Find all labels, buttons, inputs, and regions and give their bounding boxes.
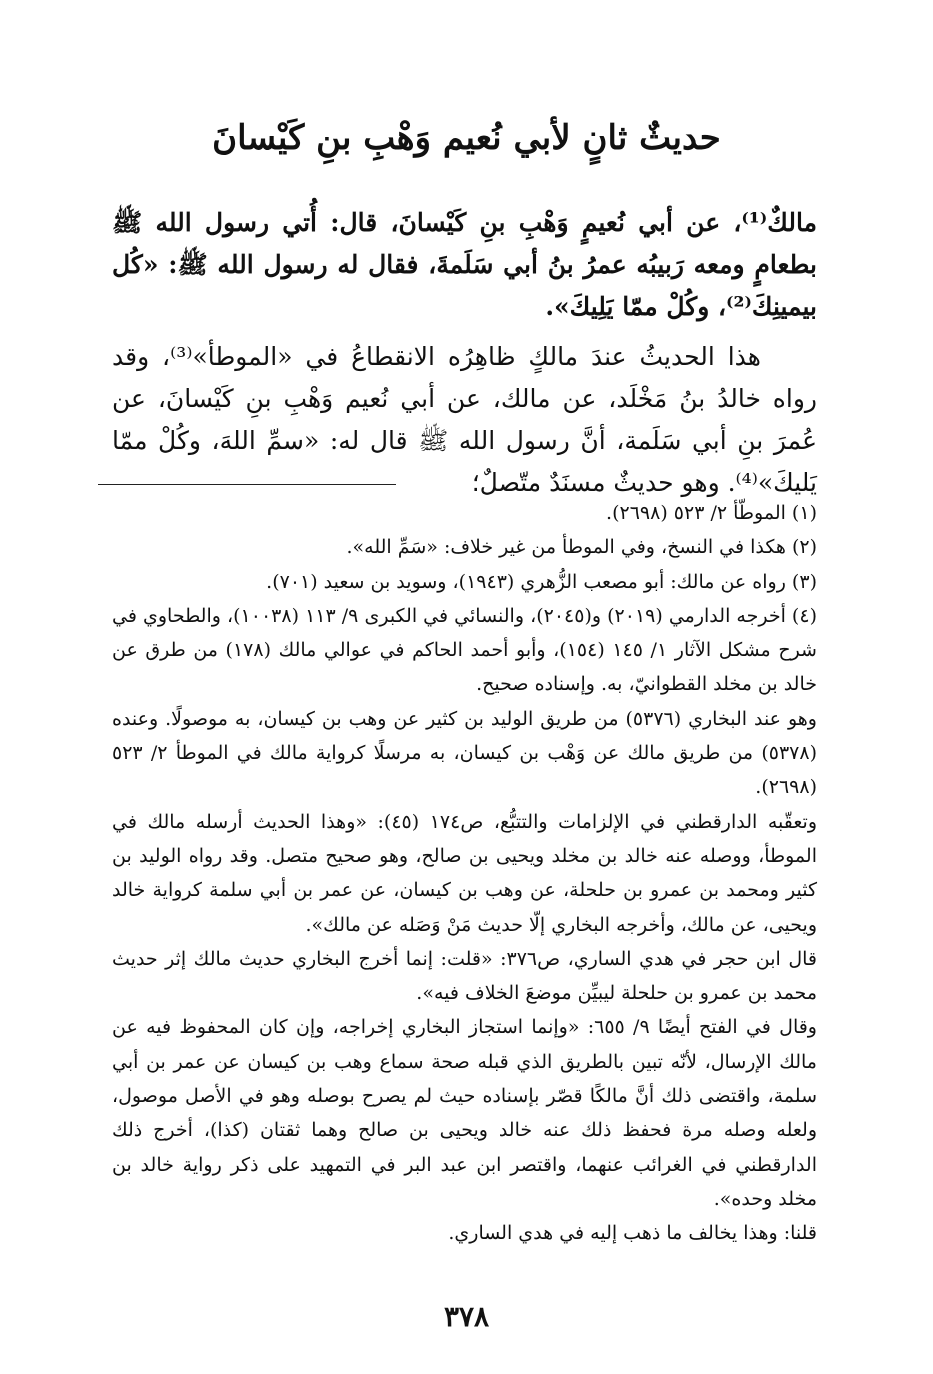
footnote-divider (98, 484, 396, 485)
hadith-text: مالكٌ⁽¹⁾، عن أبي نُعيمٍ وَهْبِ بنِ كَيْسانَ، قال: أُتي رسول الله ﷺ بطعامٍ ومعه رَبيبُه عمرُ بنُ أبي سَلَمةَ، فقال له رسول الله ﷺ: «كُل بيمينِكَ⁽²⁾، وكُلْ ممّا يَلِيكَ». (112, 208, 817, 321)
footnotes (112, 496, 817, 1251)
chapter-title: حديثٌ ثانٍ لأبي نُعيم وَهْبِ بنِ كَيْسانَ (212, 118, 721, 158)
footnote-4-continuation: قلنا: وهذا يخالف ما ذهب إليه في هدي الساري. (448, 1222, 817, 1245)
page-number: ٣٧٨ (443, 1300, 490, 1333)
footnote-4-continuation: وقال في الفتح أيضًا ٩/ ٦٥٥: «وإنما استجاز البخاري إخراجه، وإن كان المحفوظ فيه عن مالك الإرسال، لأنّه تبين بالطريق الذي قبله صحة سماع وهب بن كيسان عن عمر بن أبي سلمة، واقتضى ذلك أنَّ مالكًا قصّر بإسناده حيث لم يصرح بوصله وهو في الأصل موصول، ولعله وصله مرة فحفظ ذلك عنه خالد ويحيى بن صالح وهما ثقتان (كذا)، أخرج ذلك الدارقطني في الغرائب عنهما، واقتصر ابن عبد البر في التمهيد على ذكر رواية خالد بن مخلد وحده». (112, 1016, 817, 1210)
footnote-4: (٤) أخرجه الدارمي (٢٠١٩) و(٢٠٤٥)، والنسائي في الكبرى ٩/ ١١٣ (١٠٠٣٨)، والطحاوي في شرح مشكل الآثار ١/ ١٤٥ (١٥٤)، وأبو أحمد الحاكم في عوالي مالك (١٧٨) من طرق عن خالد بن مخلد القطوانيّ، به. وإسناده صحيح. (112, 604, 817, 696)
main-text (112, 202, 817, 504)
footnote-3: (٣) رواه عن مالك: أبو مصعب الزُّهري (١٩٤٣)، وسويد بن سعيد (٧٠١). (266, 570, 817, 593)
commentary-paragraph: هذا الحديثُ عندَ مالكٍ ظاهِرُه الانقطاعُ في «الموطأ»⁽³⁾، وقد رواه خالدُ بنُ مَخْلَد، عن مالك، عن أبي نُعيم وَهْبِ بنِ كَيْسانَ، عن عُمرَ بنِ أبي سَلَمة، أنَّ رسول الله ﷺ قال له: «سمِّ اللهَ، وكُلْ ممّا يَليكَ»⁽⁴⁾. وهو حديثٌ مسنَدٌ متّصلٌ؛ (112, 342, 817, 497)
footnote-2: (٢) هكذا في النسخ، وفي الموطأ من غير خلاف: «سَمِّ الله». (346, 536, 817, 559)
footnote-4-continuation: قال ابن حجر في هدي الساري، ص٣٧٦: «قلت: إنما أخرج البخاري حديث مالك إثر حديث محمد بن عمرو بن حلحلة ليبيِّن موضعَ الخلاف فيه». (112, 947, 817, 1005)
footnote-4-continuation: وتعقّبه الدارقطني في الإلزامات والتتبُّع، ص١٧٤ (٤٥): «وهذا الحديث أرسله مالك في الموطأ، ووصله عنه خالد بن مخلد ويحيى بن صالح، وهو صحيح متصل. وقد رواه الوليد بن كثير ومحمد بن عمرو بن حلحلة، عن وهب بن كيسان، عن عمر بن أبي سلمة كرواية خالد ويحيى، عن مالك، وأخرجه البخاري إلّا حديث مَنْ وَصَله عن مالك». (112, 810, 817, 936)
footnote-4-continuation: وهو عند البخاري (٥٣٧٦) من طريق الوليد بن كثير عن وهب بن كيسان، به موصولًا. وعنده (٥٣٧٨) من طريق مالك عن وَهْب بن كيسان، به مرسلًا كرواية مالك في الموطأ ٢/ ٥٢٣ (٢٦٩٨). (112, 707, 818, 799)
footnote-1: (١) الموطّأ ٢/ ٥٢٣ (٢٦٩٨). (606, 502, 817, 524)
